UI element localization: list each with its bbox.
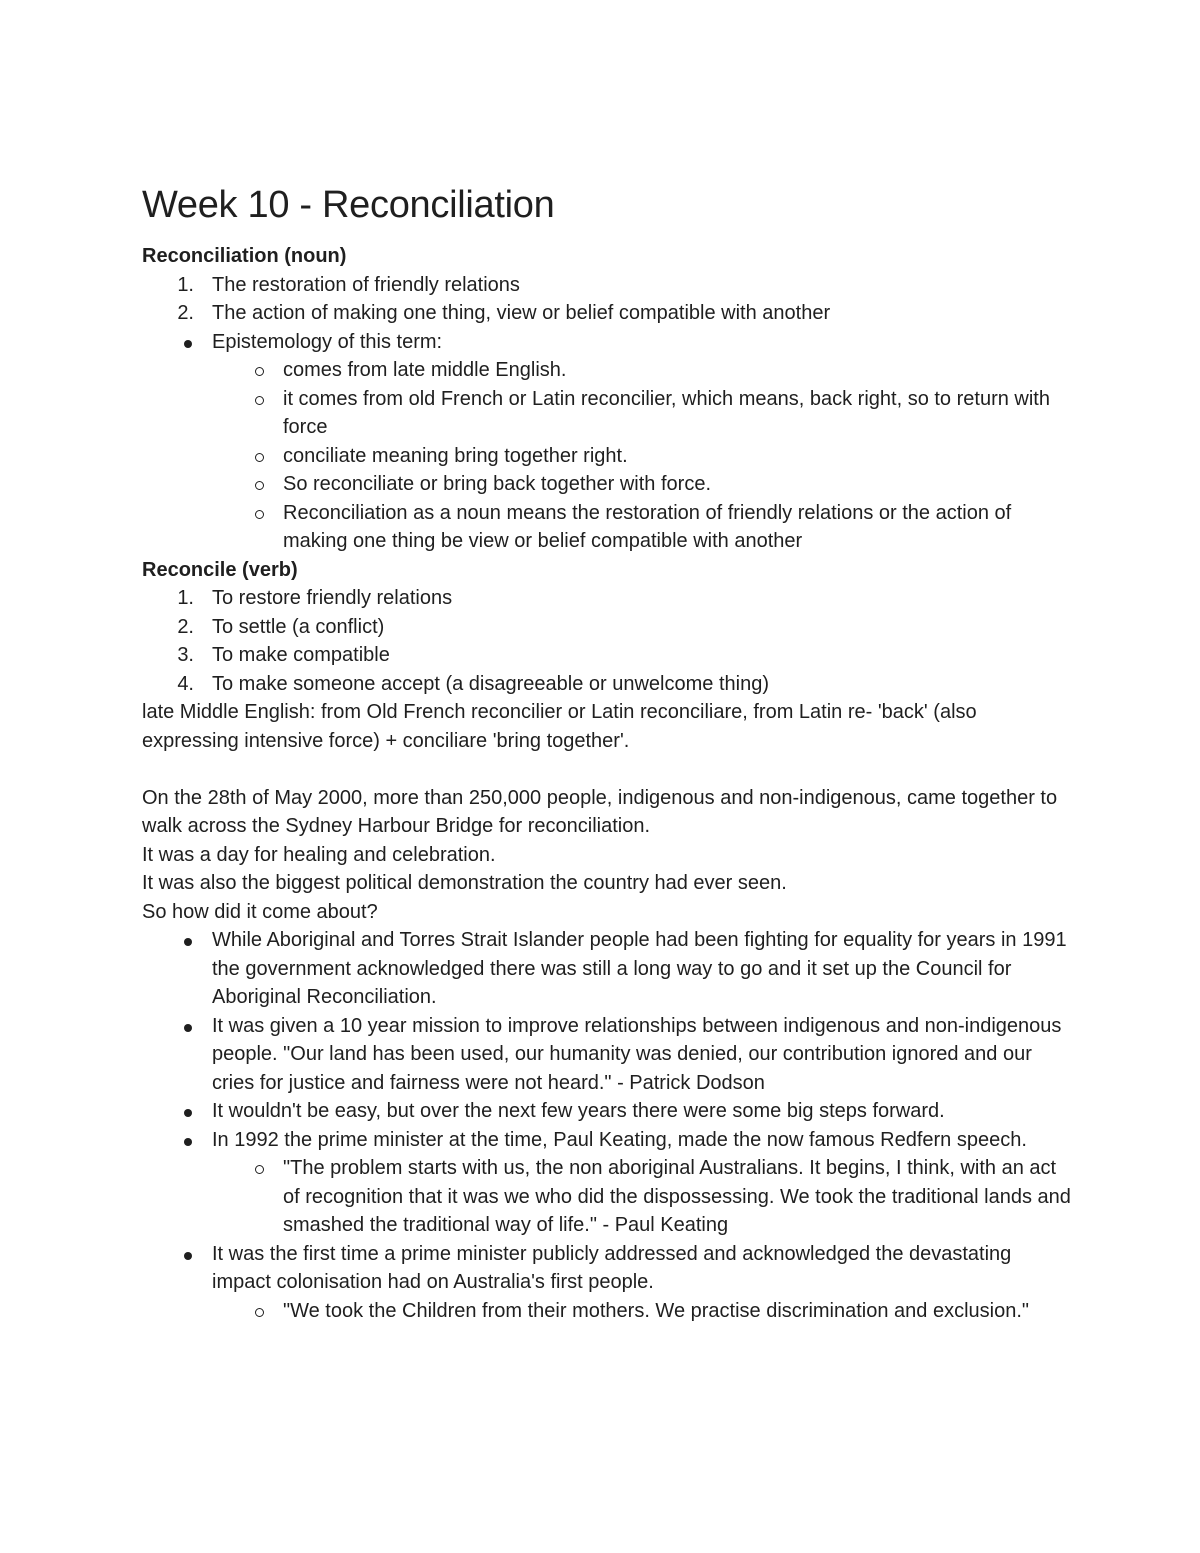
children-quote: "We took the Children from their mothers. We practise discrimination and exclusion." bbox=[142, 1297, 1072, 1326]
noun-heading: Reconciliation (noun) bbox=[142, 245, 347, 267]
verb-def-2: 2. To settle (a conflict) bbox=[177, 615, 385, 638]
bullet-icon bbox=[180, 1240, 192, 1269]
bullet-redfern: In 1992 the prime minister at the time, Paul Keating, made the now famous Redfern speech. bbox=[142, 1126, 1072, 1155]
circle-bullet-icon bbox=[250, 470, 264, 499]
bullet-first-time: It was the first time a prime minister publicly addressed and acknowledged the devastating impact colonisation had on Australia's first people. bbox=[142, 1240, 1072, 1297]
verb-def-4: 4. To make someone accept (a disagreeable or unwelcome thing) bbox=[177, 672, 769, 695]
circle-bullet-icon bbox=[250, 442, 264, 471]
epistemology-bullet: Epistemology of this term: bbox=[142, 328, 1072, 357]
paragraph-question: So how did it come about? bbox=[142, 900, 378, 923]
epistemology-item-1: comes from late middle English. bbox=[142, 356, 1072, 385]
etymology-paragraph: late Middle English: from Old French reconcilier or Latin reconciliare, from Latin re- 'back' (also expressing intensive force) + conciliare 'bring together'. bbox=[142, 701, 977, 752]
epistemology-item-4: So reconciliate or bring back together with force. bbox=[142, 470, 1072, 499]
bullet-mission: It was given a 10 year mission to improve relationships between indigenous and non-indigenous people. "Our land has been used, our humanity was denied, our contribution ignored and our cries for justice and fairness were not heard." - Patrick Dodson bbox=[142, 1012, 1072, 1098]
document-title: Week 10 - Reconciliation bbox=[142, 184, 555, 226]
bullet-council: While Aboriginal and Torres Strait Islander people had been fighting for equality for years in 1991 the government acknowledged there was still a long way to go and it set up the Council for Aboriginal Reconciliation. bbox=[142, 926, 1072, 1012]
bullet-icon bbox=[180, 1126, 192, 1155]
noun-def-2: 2. The action of making one thing, view or belief compatible with another bbox=[177, 302, 831, 324]
circle-bullet-icon bbox=[250, 1154, 264, 1183]
document-page bbox=[142, 180, 1072, 1325]
verb-heading: Reconcile (verb) bbox=[142, 558, 298, 581]
epistemology-item-5: Reconciliation as a noun means the restoration of friendly relations or the action of making one thing be view or belief compatible with another bbox=[142, 499, 1072, 556]
circle-bullet-icon bbox=[250, 385, 264, 414]
bullet-icon bbox=[180, 328, 192, 357]
paragraph-harbour-bridge: On the 28th of May 2000, more than 250,000 people, indigenous and non-indigenous, came together to walk across the Sydney Harbour Bridge for reconciliation. bbox=[142, 786, 1058, 837]
bullet-icon bbox=[180, 926, 192, 955]
epistemology-item-2: it comes from old French or Latin reconcilier, which means, back right, so to return with force bbox=[142, 385, 1072, 442]
bullet-icon bbox=[180, 1012, 192, 1041]
paragraph-healing: It was a day for healing and celebration. bbox=[142, 843, 496, 866]
noun-def-1: 1. The restoration of friendly relations bbox=[177, 273, 520, 296]
epistemology-item-3: conciliate meaning bring together right. bbox=[142, 442, 1072, 471]
circle-bullet-icon bbox=[250, 356, 264, 385]
bullet-icon bbox=[180, 1097, 192, 1126]
paragraph-demonstration: It was also the biggest political demonstration the country had ever seen. bbox=[142, 872, 787, 894]
verb-def-3: 3. To make compatible bbox=[177, 644, 390, 666]
bullet-steps: It wouldn't be easy, but over the next few years there were some big steps forward. bbox=[142, 1097, 1072, 1126]
keating-quote: "The problem starts with us, the non aboriginal Australians. It begins, I think, with an act of recognition that it was we who did the dispossessing. We took the traditional lands and smashed the traditional way of life." - Paul Keating bbox=[142, 1154, 1072, 1240]
verb-def-1: 1. To restore friendly relations bbox=[177, 587, 453, 609]
circle-bullet-icon bbox=[250, 499, 264, 528]
circle-bullet-icon bbox=[250, 1297, 264, 1326]
